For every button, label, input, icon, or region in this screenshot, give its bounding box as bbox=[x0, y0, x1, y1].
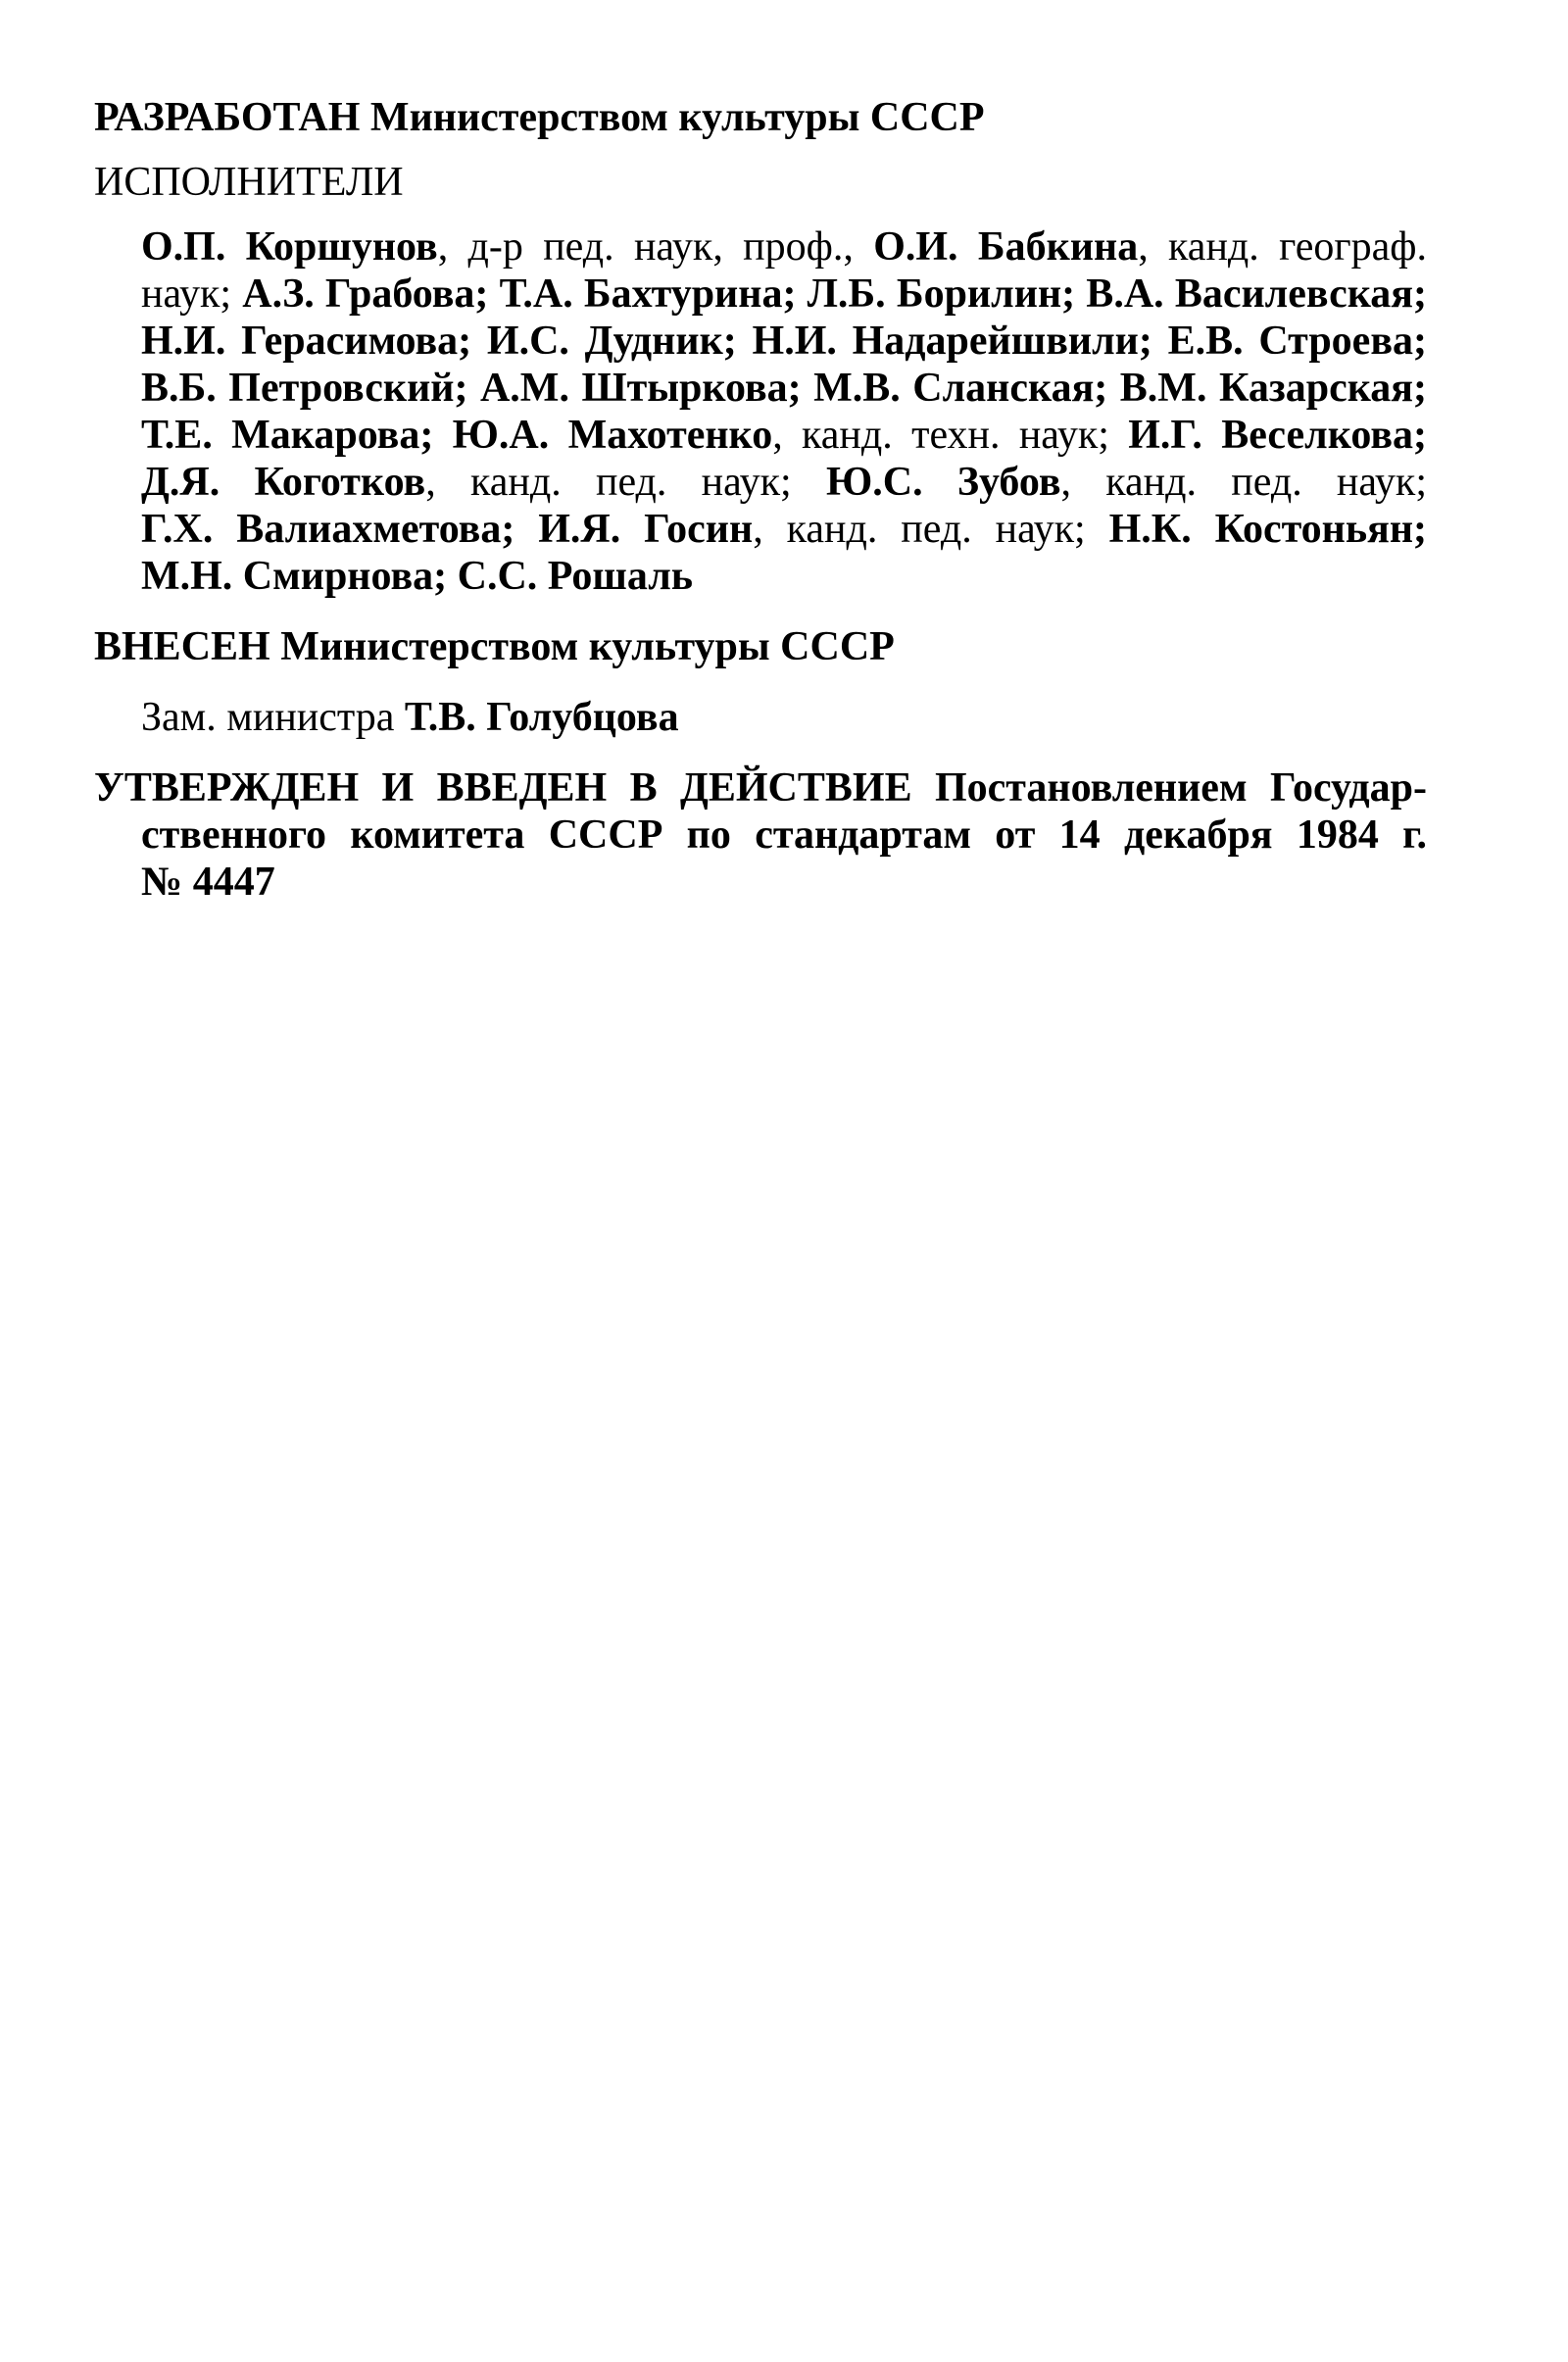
approved-text: Постановлением Государ- bbox=[911, 765, 1428, 811]
executor-degree: , канд. географ. bbox=[1138, 224, 1428, 270]
executors-line bbox=[141, 223, 1427, 271]
executors-heading: ИСПОЛНИТЕЛИ bbox=[94, 160, 404, 205]
introduced-line bbox=[94, 623, 1427, 670]
executor-name: В.Б. Петровский; А.М. Штыркова; М.В. Сланская; В.М. Казарская; bbox=[141, 366, 1427, 411]
approved-line-2: ственного комитета СССР по стандартам от 14 декабря 1984 г. bbox=[141, 812, 1427, 858]
executor-degree: , канд. техн. наук; bbox=[772, 413, 1129, 458]
executor-name: Ю.С. Зубов bbox=[825, 460, 1061, 505]
executor-degree: , канд. пед. наук; bbox=[753, 507, 1109, 552]
developed-text: Министерством культуры СССР bbox=[360, 95, 985, 140]
executors-line bbox=[141, 365, 1427, 412]
executor-name: И.Г. Веселкова; bbox=[1128, 413, 1427, 458]
introduced-text: Министерством культуры СССР bbox=[270, 624, 895, 669]
approved-label: УТВЕРЖДЕН И ВВЕДЕН В ДЕЙСТВИЕ bbox=[94, 765, 912, 811]
executor-name: А.З. Грабова; Т.А. Бахтурина; Л.Б. Борилин; В.А. Василевская; bbox=[242, 271, 1427, 317]
document-page bbox=[94, 94, 1427, 906]
executor-name: М.Н. Смирнова; С.С. Рошаль bbox=[141, 554, 694, 599]
executor-degree: наук; bbox=[141, 271, 243, 317]
deputy-role: Зам. министра bbox=[141, 695, 405, 740]
introduced-label: ВНЕСЕН bbox=[94, 624, 270, 669]
approved-line-1 bbox=[94, 764, 1427, 812]
executors-list bbox=[94, 223, 1427, 600]
executor-name: Т.Е. Макарова; Ю.А. Махотенко bbox=[141, 413, 773, 458]
executors-line bbox=[141, 459, 1427, 506]
developed-label: РАЗРАБОТАН bbox=[94, 95, 361, 140]
executors-line bbox=[141, 506, 1427, 553]
executors-line bbox=[141, 271, 1427, 318]
executor-name: Н.К. Костоньян; bbox=[1108, 507, 1428, 552]
deputy-line bbox=[94, 694, 1427, 741]
executors-line bbox=[141, 412, 1427, 459]
executor-name: Д.Я. Коготков bbox=[141, 460, 426, 505]
executor-degree: , д-р пед. наук, проф., bbox=[437, 224, 874, 270]
executor-name: О.П. Коршунов bbox=[141, 224, 438, 270]
executor-degree: , канд. пед. наук; bbox=[1060, 460, 1427, 505]
developed-line bbox=[94, 94, 1427, 141]
executor-name: Н.И. Герасимова; И.С. Дудник; Н.И. Надарейшвили; Е.В. Строева; bbox=[141, 319, 1427, 364]
approved-number: № 4447 bbox=[141, 860, 275, 905]
executor-degree: , канд. пед. наук; bbox=[425, 460, 826, 505]
executor-name: О.И. Бабкина bbox=[873, 224, 1139, 270]
executor-name: Г.Х. Валиахметова; И.Я. Госин bbox=[141, 507, 754, 552]
executors-line bbox=[141, 318, 1427, 365]
approved-block bbox=[94, 764, 1427, 906]
executors-line bbox=[141, 553, 1427, 600]
deputy-name: Т.В. Голубцова bbox=[404, 695, 679, 740]
